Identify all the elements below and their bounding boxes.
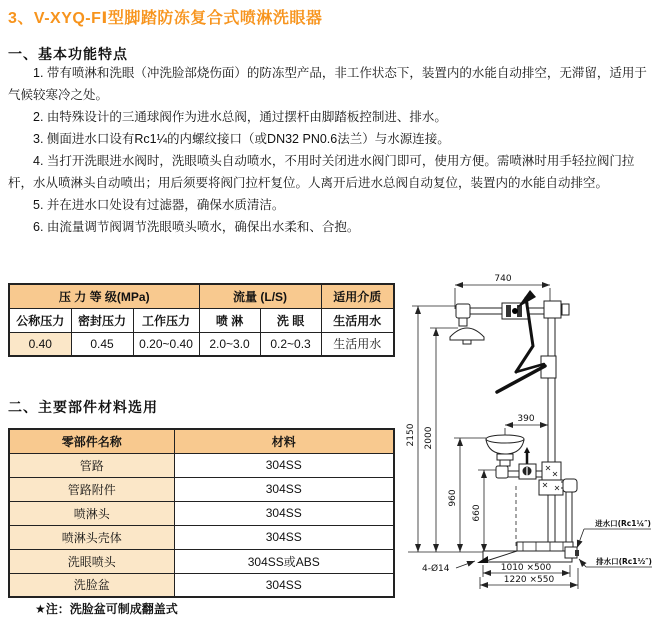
section1-heading: 一、基本功能特点 [8,46,128,62]
dim-base-outer: 1220 ×550 [503,575,555,585]
value-nominal-pressure: 0.40 [9,332,71,356]
technical-drawing [400,260,658,615]
part-name: 洗眼喷头 [9,549,174,573]
table-row [9,549,394,573]
value-working-pressure: 0.20~0.40 [133,332,199,356]
header-flow: 流量 (L/S) [199,284,321,308]
subheader-working-pressure: 工作压力 [133,308,199,332]
shower-head-icon [450,328,484,340]
value-medium: 生活用水 [321,332,394,356]
part-name: 喷淋头壳体 [9,525,174,549]
dim-390: 390 [517,414,535,424]
table-row [9,501,394,525]
part-material: 304SS [174,525,394,549]
subheader-seal-pressure: 密封压力 [71,308,133,332]
part-material: 304SS [174,501,394,525]
materials-table [8,428,395,598]
part-name: 喷淋头 [9,501,174,525]
part-material: 304SS [174,573,394,597]
feature-item-3: 3. 侧面进水口设有Rc1¼的内螺纹接口（或DN32 PN0.6法兰）与水源连接。 [33,132,450,146]
subheader-nominal-pressure: 公称压力 [9,308,71,332]
page-title: 3、V-XYQ-FⅠ型脚踏防冻复合式喷淋洗眼器 [8,10,323,27]
dim-740: 740 [494,274,512,284]
value-shower-flow: 2.0~3.0 [199,332,260,356]
subheader-shower: 喷 淋 [199,308,260,332]
shower-assembly [450,301,569,344]
part-material: 304SS [174,477,394,501]
header-medium: 适用介质 [321,284,394,308]
table-row [9,477,394,501]
dim-2150: 2150 [406,423,416,447]
part-material: 304SS [174,453,394,477]
table-row [9,429,394,453]
table-row [9,453,394,477]
subheader-eyewash: 洗 眼 [260,308,321,332]
value-eyewash-flow: 0.2~0.3 [260,332,321,356]
subheader-medium-value: 生活用水 [321,308,394,332]
table-row [9,573,394,597]
feature-list [8,62,654,238]
part-material: 304SS或ABS [174,549,394,573]
section2-heading: 二、主要部件材料选用 [8,399,158,415]
part-name: 洗脸盆 [9,573,174,597]
table-row [9,525,394,549]
feature-item-1: 1. 带有喷淋和洗眼（冲洗脸部烧伤面）的防冻型产品，非工作状态下，装置内的水能自动排空，无滞留，适用于气候较寒冷之处。 [8,66,647,102]
eyewash-bowl-assembly [486,435,561,480]
header-pressure-class: 压 力 等 级(MPa) [9,284,199,308]
table-row [9,284,394,308]
header-material: 材料 [174,429,394,453]
table-row [9,332,394,356]
base-plate [477,542,579,563]
feature-item-6: 6. 由流量调节阀调节洗眼喷头喷水，确保出水柔和、合抱。 [33,220,360,234]
feature-item-5: 5. 并在进水口处设有过滤器，确保水质清洁。 [33,198,285,212]
header-part-name: 零部件名称 [9,429,174,453]
outlet-label: 排水口(Rc1½″) [596,557,652,566]
pressure-flow-table [8,283,395,357]
table-row [9,308,394,332]
dim-2000: 2000 [424,426,434,450]
dim-holes: 4-Ø14 [422,564,450,574]
value-seal-pressure: 0.45 [71,332,133,356]
part-name: 管路 [9,453,174,477]
main-riser-pipe [541,318,556,542]
dim-base-inner: 1010 ×500 [500,563,552,573]
lower-branch-pipe [516,479,577,548]
feature-item-4: 4. 当打开洗眼进水阀时，洗眼喷头自动喷水，不用时关闭进水阀门即可，使用方便。需喷淋时用手轻拉阀门拉杆，水从喷淋头自动喷出；用后须要将阀门拉杆复位。人离开后进水总阀自动复位，装置内的水能自动排空。 [8,154,635,190]
part-name: 管路附件 [9,477,174,501]
inlet-label: 进水口(Rc1¼″) [595,519,651,528]
dim-660: 660 [472,504,482,522]
footnote: ★注：洗脸盆可制成翻盖式 [35,602,178,616]
connection-labels [577,518,652,567]
feature-item-2: 2. 由特殊设计的三通球阀作为进水总阀，通过摆杆由脚踏板控制进、排水。 [33,110,447,124]
dim-960: 960 [448,489,458,507]
